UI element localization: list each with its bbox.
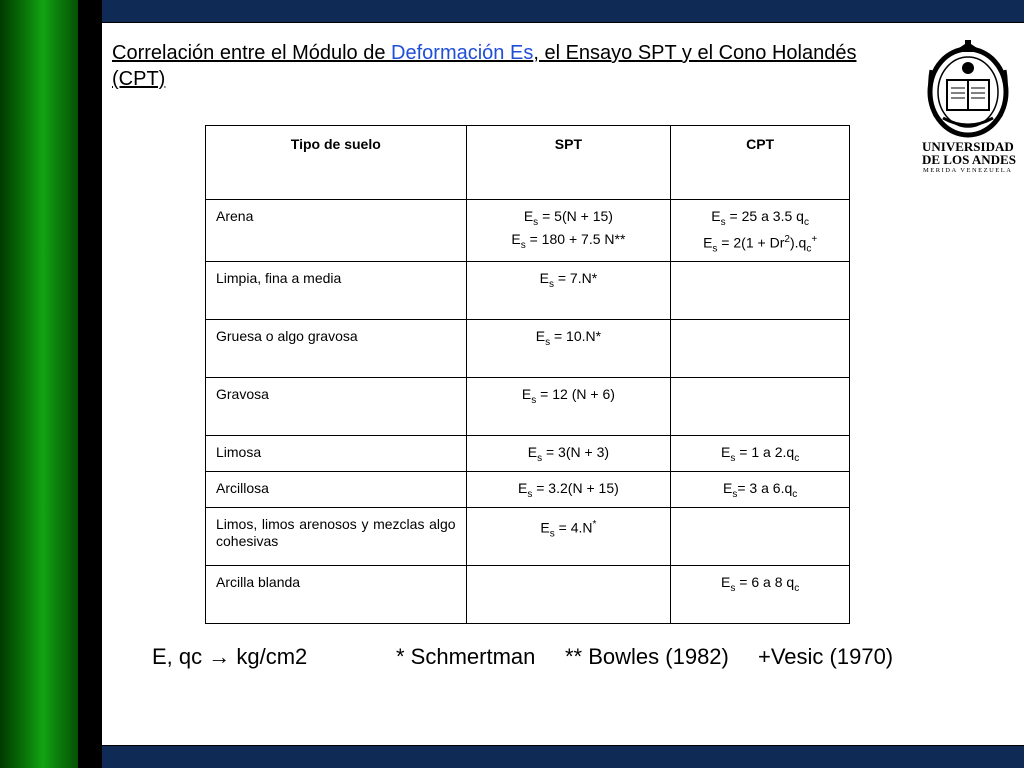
cpt-cell <box>671 378 850 436</box>
cpt-cell <box>671 200 850 262</box>
slide-title <box>112 40 892 92</box>
soil-cell: Arcillosa <box>206 472 467 508</box>
left-green-band <box>0 0 78 768</box>
table-row <box>206 320 850 378</box>
spt-cell <box>466 320 671 378</box>
spt-cell <box>466 507 671 565</box>
footer-ref-schmertman: * Schmertman <box>396 644 536 669</box>
header-soil-type: Tipo de suelo <box>206 126 467 200</box>
spt-formula: $E_s = 12$ (N + 6) <box>521 386 615 407</box>
cpt-formula: $E_s = 2(1 + Dr^2).q_c^+$ <box>703 233 818 255</box>
university-crest-icon <box>923 40 1013 138</box>
title-part-2: , el Ensayo SPT y el Cono Holandés (CPT) <box>112 42 857 90</box>
spt-cell <box>466 200 671 262</box>
spt-formula: $E_s = 7.N*$ <box>539 270 598 291</box>
logo-city: MERIDA VENEZUELA <box>923 167 1013 174</box>
cpt-formula: $E_s= 3$ a $6.q_c$ <box>722 480 798 500</box>
table-row <box>206 262 850 320</box>
table-row <box>206 378 850 436</box>
spt-cell <box>466 262 671 320</box>
soil-cell: Limosa <box>206 436 467 472</box>
title-link[interactable]: Deformación Es <box>391 42 534 64</box>
cpt-formula: $E_s = 1$ a $2.q_c$ <box>721 444 800 465</box>
table-row <box>206 436 850 472</box>
footer-units: E, qc → kg/cm2 <box>152 644 308 669</box>
university-name <box>922 140 1018 166</box>
soil-modulus-table <box>205 125 850 624</box>
spt-cell <box>466 378 671 436</box>
cpt-cell <box>671 320 850 378</box>
footer-ref-bowles: ** Bowles (1982) <box>565 644 729 669</box>
top-bar <box>102 0 1024 23</box>
spt-formula: $E_s = 10.N*$ <box>535 328 602 349</box>
spt-formula: $E_s = 5(N + 15)$ <box>523 208 613 228</box>
logo-line-2: DE LOS ANDES <box>922 152 1016 167</box>
cpt-cell <box>671 262 850 320</box>
table-row <box>206 472 850 508</box>
cpt-cell <box>671 565 850 623</box>
table-row <box>206 565 850 623</box>
spt-cell <box>466 565 671 623</box>
logo-line-1: UNIVERSIDAD <box>922 139 1014 154</box>
table-row <box>206 507 850 565</box>
spt-formula: $E_s = 3.2(N + 15)$ <box>517 480 619 500</box>
table-row <box>206 200 850 262</box>
cpt-cell <box>671 507 850 565</box>
left-black-band <box>78 0 102 768</box>
cpt-cell <box>671 472 850 508</box>
footer-ref-vesic: +Vesic (1970) <box>758 644 894 669</box>
cpt-formula: $E_s = 6$ a 8 $q_c$ <box>721 573 800 594</box>
table-header-row <box>206 126 850 200</box>
spt-formula: $E_s = 180 + 7.5$ N** <box>511 230 626 251</box>
spt-formula: $E_s = 3(N + 3)$ <box>527 444 610 465</box>
bottom-bar <box>102 745 1024 768</box>
soil-cell: Gravosa <box>206 378 467 436</box>
title-part-1: Correlación entre el Módulo de <box>112 42 392 64</box>
spt-cell <box>466 472 671 508</box>
header-spt: SPT <box>466 126 671 200</box>
soil-cell: Limpia, fina a media <box>206 262 467 320</box>
soil-cell: Arena <box>206 200 467 262</box>
header-cpt: CPT <box>671 126 850 200</box>
soil-cell: Limos, limos arenosos y mezclas algo cohesivas <box>206 507 467 565</box>
soil-cell: Arcilla blanda <box>206 565 467 623</box>
cpt-formula: $E_s = 25$ a 3.5 $q_c$ <box>711 208 809 228</box>
spt-cell <box>466 436 671 472</box>
spt-formula: $E_s = 4.N^*$ <box>540 518 597 540</box>
university-logo <box>918 40 1018 180</box>
cpt-cell <box>671 436 850 472</box>
soil-cell: Gruesa o algo gravosa <box>206 320 467 378</box>
